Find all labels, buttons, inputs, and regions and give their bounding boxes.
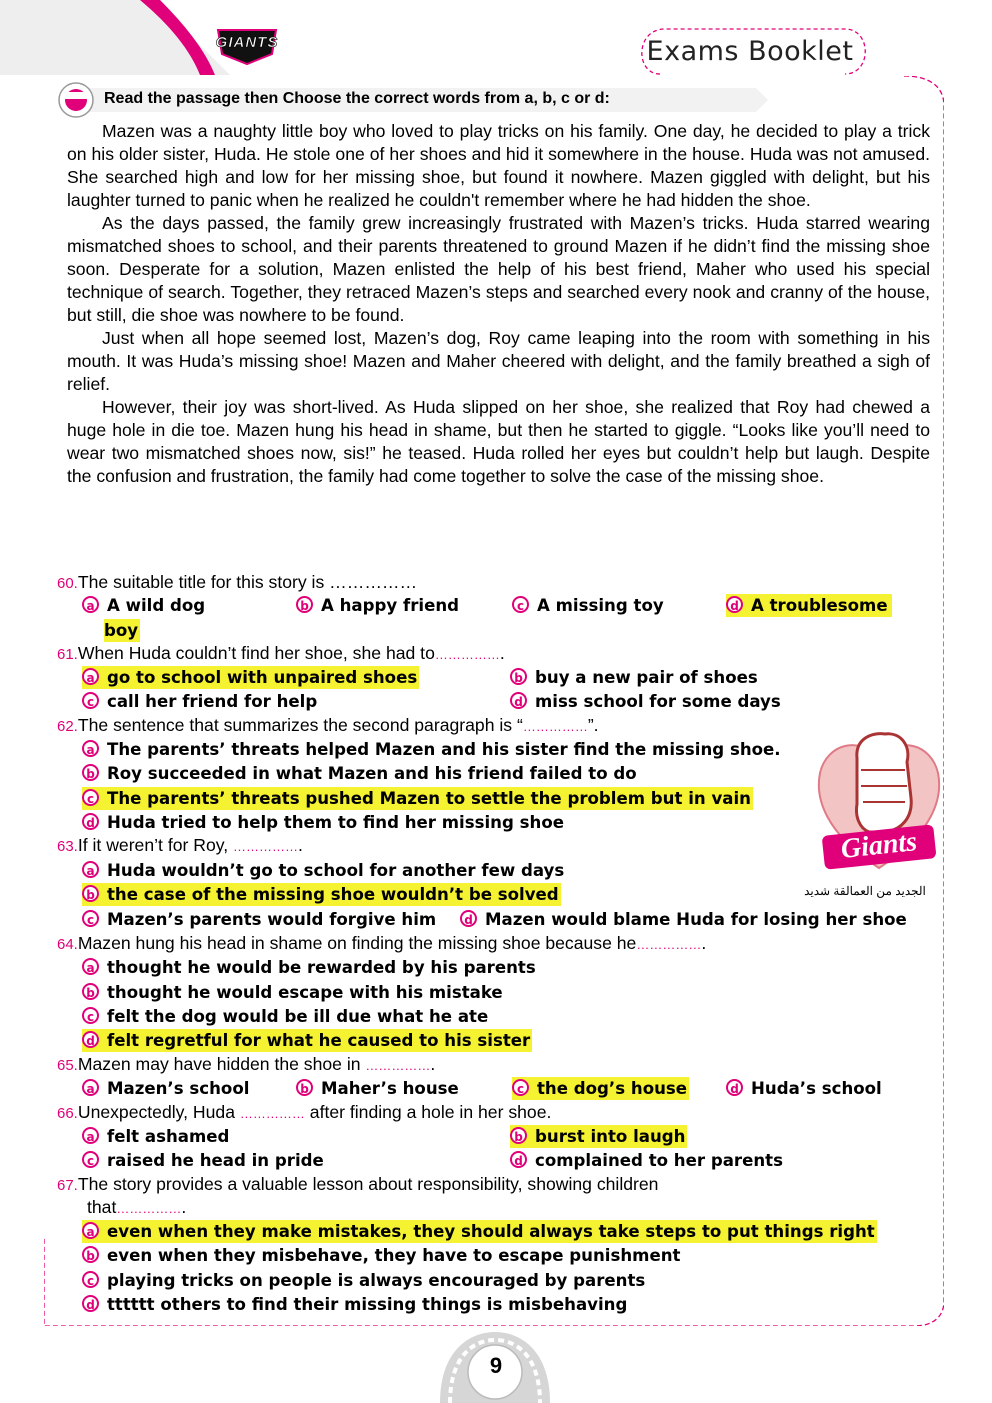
option-66-c[interactable]: c raised he head in pride <box>82 1149 324 1172</box>
corner-decoration <box>0 0 230 75</box>
option-65-c[interactable]: c the dog’s house <box>512 1077 689 1100</box>
option-61-b[interactable]: b buy a new pair of shoes <box>510 666 758 689</box>
passage-paragraph: However, their joy was short-lived. As Huda slipped on her shoe, she realized that Roy had chewed a huge hole in die toe. Mazen hung his head in shame, but then he started to giggle. “Looks like you’ll need to wear two mismatched shoes now, sis!” he teased. Huda rolled her eyes but couldn’t help but laugh. Despite the confusion and frustration, the family had come together to solve the case of the missing shoe. <box>67 397 930 486</box>
option-letter-badge: c <box>512 596 529 613</box>
question-63: 63.If it weren’t for Roy, ……………. <box>57 835 303 855</box>
option-60-d[interactable]: d A troublesome <box>726 594 892 617</box>
option-66-a[interactable]: a felt ashamed <box>82 1125 229 1148</box>
reading-passage <box>67 120 930 488</box>
option-letter-badge: b <box>296 596 313 613</box>
option-67-b[interactable]: b even when they misbehave, they have to escape punishment <box>82 1244 680 1267</box>
option-63-a[interactable]: a Huda wouldn’t go to school for another few days <box>82 859 564 882</box>
option-60-a[interactable]: a A wild dog <box>82 594 205 617</box>
giants-logo: GIANTS <box>212 24 282 66</box>
option-65-a[interactable]: a Mazen’s school <box>82 1077 249 1100</box>
option-64-a[interactable]: a thought he would be rewarded by his parents <box>82 956 536 979</box>
passage-paragraph: Mazen was a naughty little boy who loved to play tricks on his family. One day, he decided to play a trick on his older sister, Huda. He stole one of her shoes and hid it somewhere in the house. Huda was not amused. She searched high and low for her missing shoe, but found it nowhere. Mazen giggled with delight, but his laughter turned to panic when he realized he couldn't remember where he had hidden the shoe. <box>67 121 930 210</box>
giants-fist-logo <box>815 718 943 893</box>
option-60-d-continued: boy <box>104 621 139 640</box>
option-62-d[interactable]: d Huda tried to help them to find her missing shoe <box>82 811 564 834</box>
option-67-d[interactable]: d tttttt others to find their missing things is misbehaving <box>82 1293 627 1316</box>
booklet-tab <box>640 24 870 84</box>
option-61-c[interactable]: c call her friend for help <box>82 690 317 713</box>
option-62-a[interactable]: a The parents’ threats helped Mazen and his sister find the missing shoe. <box>82 738 781 761</box>
option-64-c[interactable]: c felt the dog would be ill due what he ate <box>82 1005 488 1028</box>
question-66: 66.Unexpectedly, Huda …………… after finding a hole in her shoe. <box>57 1102 552 1122</box>
giants-caption: الجديد من العمالقة شديد <box>804 884 926 898</box>
option-63-c[interactable]: c Mazen’s parents would forgive him <box>82 908 436 931</box>
page-number: 9 <box>489 1353 503 1378</box>
option-67-c[interactable]: c playing tricks on people is always encouraged by parents <box>82 1269 645 1292</box>
option-65-d[interactable]: d Huda’s school <box>726 1077 882 1100</box>
question-65: 65.Mazen may have hidden the shoe in ……………. <box>57 1054 436 1074</box>
option-64-b[interactable]: b thought he would escape with his mistake <box>82 981 503 1004</box>
option-65-b[interactable]: b Maher’s house <box>296 1077 459 1100</box>
option-60-c[interactable]: c A missing toy <box>512 594 664 617</box>
option-61-d[interactable]: d miss school for some days <box>510 690 781 713</box>
option-64-d[interactable]: d felt regretful for what he caused to his sister <box>82 1029 532 1052</box>
question-number: 60. <box>57 575 78 592</box>
option-60-b[interactable]: b A happy friend <box>296 594 459 617</box>
question-67: 67.The story provides a valuable lesson about responsibility, showing children <box>57 1174 659 1194</box>
giants-logo-text: Giants <box>839 826 919 865</box>
question-stem: The suitable title for this story is …………… <box>77 572 418 592</box>
question-62: 62.The sentence that summarizes the second paragraph is “……………”. <box>57 715 599 735</box>
passage-paragraph: As the days passed, the family grew increasingly frustrated with Mazen’s tricks. Huda starred wearing mismatched shoes to school, and their parents threatened to ground Mazen if he didn’t find the missing shoe soon. Desperate for a solution, Mazen enlisted the help of his best friend, Maher who used his special technique of search. Together, they retraced Mazen’s steps and searched every nook and cranny of the house, but still, die shoe was nowhere to be found. <box>67 213 930 325</box>
passage-paragraph: Just when all hope seemed lost, Mazen’s dog, Roy came leaping into the room with something in his mouth. It was Huda’s missing shoe! Mazen and Maher cheered with delight, and the family breathed a sigh of relief. <box>67 328 930 394</box>
option-letter-badge: a <box>82 596 99 613</box>
option-61-a[interactable]: a go to school with unpaired shoes <box>82 666 419 689</box>
option-letter-badge: d <box>726 596 743 613</box>
option-63-d[interactable]: d Mazen would blame Huda for losing her shoe <box>460 908 907 931</box>
booklet-title: Exams Booklet <box>646 36 854 67</box>
question-61: 61.When Huda couldn’t find her shoe, she had to……………. <box>57 643 505 663</box>
option-66-b[interactable]: b burst into laugh <box>510 1125 687 1148</box>
option-63-b[interactable]: b the case of the missing shoe wouldn’t be solved <box>82 883 561 906</box>
option-66-d[interactable]: d complained to her parents <box>510 1149 783 1172</box>
option-62-c[interactable]: c The parents’ threats pushed Mazen to settle the problem but in vain <box>82 787 753 810</box>
question-64: 64.Mazen hung his head in shame on finding the missing shoe because he……………. <box>57 933 707 953</box>
question-67-continued: that……………. <box>87 1197 187 1217</box>
option-62-b[interactable]: b Roy succeeded in what Mazen and his friend failed to do <box>82 762 637 785</box>
instruction-text: Read the passage then Choose the correct words from a, b, c or d: <box>104 90 610 107</box>
question-60 <box>57 571 417 595</box>
option-67-a[interactable]: a even when they make mistakes, they should always take steps to put things right <box>82 1220 877 1243</box>
